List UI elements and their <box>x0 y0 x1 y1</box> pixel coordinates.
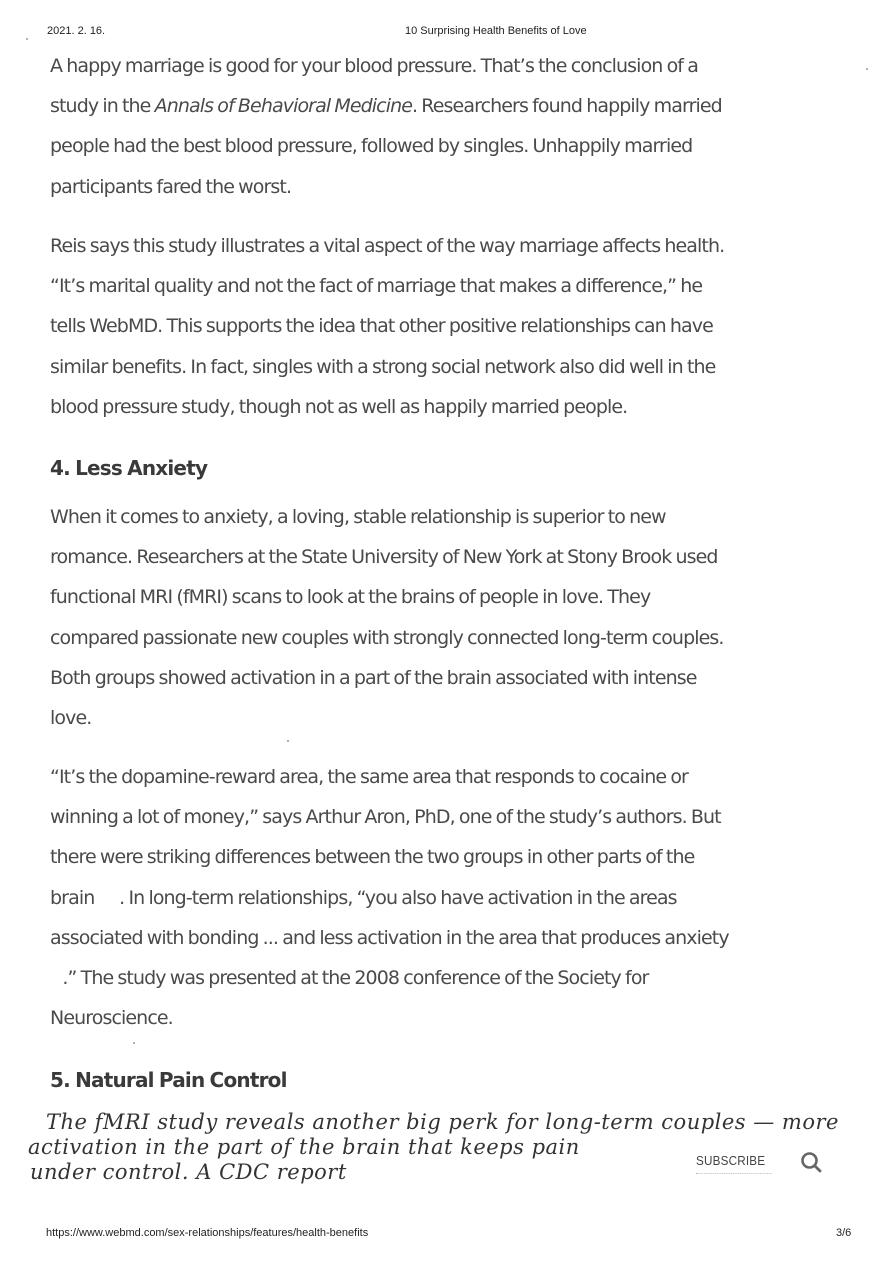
paragraph-blood-pressure <box>50 46 830 207</box>
section-heading-less-anxiety: 4. Less Anxiety <box>50 456 208 480</box>
text-line: blood pressure study, though not as well as happily married people. <box>50 395 628 418</box>
text-span: study in the <box>50 95 155 118</box>
scan-speck <box>26 38 28 40</box>
paragraph-aron-quote <box>50 757 830 1038</box>
text-line: similar benefits. In fact, singles with a strong social network also did well in the <box>50 355 716 378</box>
text-span: . Researchers found happily married <box>412 95 722 118</box>
search-button[interactable] <box>799 1150 823 1174</box>
text-line: participants fared the worst. <box>50 175 292 198</box>
text-line: “It’s the dopamine-reward area, the same area that responds to cocaine or <box>50 766 688 788</box>
scan-speck <box>866 68 868 70</box>
text-line: romance. Researchers at the State University of New York at Stony Brook used <box>50 546 718 569</box>
subscribe-button[interactable]: SUBSCRIBE <box>696 1153 772 1174</box>
text-line <box>50 86 830 126</box>
section-heading-natural-pain-control: 5. Natural Pain Control <box>50 1068 287 1092</box>
text-line: Both groups showed activation in a part of the brain associated with intense <box>50 666 697 689</box>
text-line: associated with bonding ... and less activation in the area that produces anxiety <box>50 926 729 949</box>
text-line: Neuroscience. <box>50 1007 173 1030</box>
text-line: A happy marriage is good for your blood pressure. That’s the conclusion of a <box>50 55 698 77</box>
scan-speck <box>287 740 289 742</box>
text-line: love. <box>50 707 92 730</box>
text-line: brain . In long-term relationships, “you also have activation in the areas <box>50 886 677 909</box>
handwritten-line: The fMRI study reveals another big perk for long-term couples — more <box>46 1110 839 1134</box>
text-line: compared passionate new couples with strongly connected long-term couples. <box>50 626 724 649</box>
page-number: 3/6 <box>836 1227 852 1239</box>
page-url: https://www.webmd.com/sex-relationships/features/health-benefits <box>46 1227 369 1239</box>
scan-speck <box>133 1042 135 1044</box>
text-line: Reis says this study illustrates a vital aspect of the way marriage affects health. <box>50 235 725 257</box>
handwritten-line: activation in the part of the brain that keeps pain <box>28 1135 580 1159</box>
text-line: there were striking differences between the two groups in other parts of the <box>50 846 695 869</box>
print-header <box>0 25 893 41</box>
print-footer <box>0 1227 893 1243</box>
print-page-title: 10 Surprising Health Benefits of Love <box>405 25 587 37</box>
paragraph-anxiety-study <box>50 497 830 738</box>
text-line: winning a lot of money,” says Arthur Aron, PhD, one of the study’s authors. But <box>50 806 721 829</box>
text-line: When it comes to anxiety, a loving, stable relationship is superior to new <box>50 506 666 528</box>
journal-title: Annals of Behavioral Medicine <box>154 95 413 118</box>
text-line: “It’s marital quality and not the fact of marriage that makes a difference,” he <box>50 275 703 298</box>
handwritten-line: under control. A CDC report <box>30 1160 347 1184</box>
text-line: people had the best blood pressure, followed by singles. Unhappily married <box>50 135 693 158</box>
text-line: functional MRI (fMRI) scans to look at the brains of people in love. They <box>50 586 651 609</box>
print-date: 2021. 2. 16. <box>47 25 106 37</box>
paragraph-reis-quote <box>50 226 830 427</box>
search-icon <box>799 1150 823 1174</box>
text-line: tells WebMD. This supports the idea that other positive relationships can have <box>50 315 713 338</box>
text-line: .” The study was presented at the 2008 conference of the Society for <box>50 967 649 990</box>
